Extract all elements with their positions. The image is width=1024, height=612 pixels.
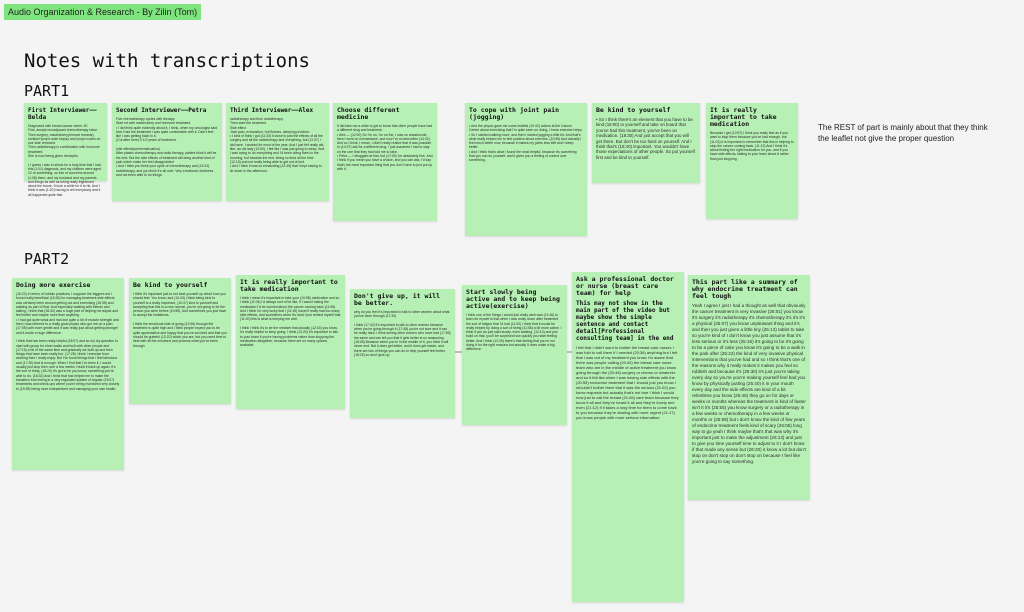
note-body: • And the physio gave me some leaflets (10:42) advice at the Cancer Centre about exercising that I'm quite keen on doing, I know exercise helps. • So I started walking more, and then I started jogging a little bit. And that's what really helped me to feel positive about exercise. (10:55) And actually I feel much better now, because it makes my joints less stiff and I sleep better. • And I think that's what I found the most helpful, because it's something that you can do yourself, and it gives you a feeling of control over something.: [469, 124, 583, 163]
note-title: Second Interviewer——Petra: [116, 107, 207, 114]
note-body: radiotherapy and then radiotherapy. Then start the treatment Side effect Joint pain, exhaustion, hot flushes, sleeping problem. • I kind of think I got (11:33) it close to just the effects of all the surgery and all the radiotherapy and everything, but (11:37) I did have, I worked for most of the year. And I just felt really old, like, an old lady (12:00). I felt like I was just going to sleep. And I was trying to do everything and I'd been doing them in the morning, but towards the end, being so tired all the time (12:15) and not really being able to get out of bed. • And I think it was so exhausting (12:45) that I kept having to lie down in the afternoon.: [230, 117, 325, 173]
sticky-note-first-interviewer[interactable]: [24, 103, 107, 197]
sticky-note-summary-endocrine[interactable]: [688, 275, 810, 500]
sticky-note-choose-different-medicine[interactable]: [333, 103, 437, 221]
part2-heading: PART2: [24, 250, 70, 268]
note-body: I think one of the things I would just really wish was (11:46) to learn for myself is that when I was really down after treatment the sort of fatigue that I'd had (11:52) I think that it would be really helped by doing a sort of being (11:56) a bit more active. I think if you do just start slowly, even walking, (12:10) and just build on that, you'll be surprised how quickly you start feeling better. And I think (12:25) there's that feeling that you're not doing it for the right reasons but actually it does make a big difference.: [466, 313, 563, 352]
note-title: Start slowly being active and to keep being active(exercise): [466, 288, 560, 310]
sticky-note-cope-joint-pain[interactable]: [465, 103, 587, 236]
sticky-note-dont-give-up[interactable]: [350, 289, 455, 418]
note-body: I felt that I didn't want to bother the breast care nurses I was told to call them if I needed (20:36) anything but I felt that I was out of my treatment you know I'm aware that there was people calling (20:44) the breast care nurse team who are in the middle of active treatment you know going through the (20:48) surgery or chemo or whatever and so it felt like when I was having side effects with the (20:55) endocrine treatment that I should just you know I shouldn't bother them that it was the serious (21:02) you know requests but actually that's not true I think I would now just to call the breast (21:06) care team because they know it all and they've heard it all and they're lovely and even (21:12) if it takes a long time for them to come back to you because they're dealing with more urgent (21:17) you know people with more serious information.: [576, 345, 680, 420]
note-title: This part like a summary of why endocrine treatment can feel tough: [692, 278, 798, 300]
note-subtitle: This may not show in the main part of the video but maybe show the simple sentence and contact detail[Professional consulting team] in the end: [576, 300, 674, 342]
note-body: Yeah I agree I just I had a thought as well that obviously the cancer treatment is very invasive (25:01) you know it's surgery it's radiotherapy it's chemotherapy it's it's it's a physical (25:07) you know unpleasant thing and it's and then you just given a little tiny (25:13) tablet to take so you're kind of I don't know you just assume that it's less serious or it's less (25:16) it's going to be it's going to be a piece of cake you know it's going to be a walk in the park after (25:22) the kind of very invasive physical interventions that you've had and so I think that's one of the reasons why it really makes it makes you feel so rubbish and because it's (25:30) it's just you're taking every day so you're you're making yourself feel bad you know by physically putting (25:40) it in your mouth every day and the side effects are kind of a bit relentless you know (25:48) they go on for days or weeks or months whereas the treatment is kind of faster isn't it it's (25:55) you know surgery or a radiotherapy in a few weeks or chemotherapy in a few weeks or months or (25:59) but I don't know the kind of few years of endocrine treatment feels kind of scary (26:05) long way to go yeah I think maybe that's that was why it's important just to make the adjustment (26:13) and just to give you time yourself time to adjust to it I don't know if that made any sense but (26:20) it know a lot but don't stop on don't stop on don't stop on because I feel like you're going to say something.: [692, 303, 808, 464]
note-title: Choose different medicine: [337, 106, 400, 121]
top-bar: [0, 0, 1024, 24]
sticky-note-take-medication-part2[interactable]: [236, 275, 345, 409]
sticky-note-third-interviewer[interactable]: [226, 103, 329, 201]
note-body: Five chemotherapy cycles with therapy. Start ed with mastectomy and hormone treatment. • I did think quite evidently about it, I think, when my oncologist said that I had the treatment I was quite comfortable with it. Didn't feel like I was getting back to it. (Cut after here) 5 1/2 years of treatment. (site effects/premenstruation) After plastic chemotherapy and radio therapy, patient think it will be the end. But the side effects of treatment will bring another kind of pain which make her feel disappointed • And I think you think your cycle of chemotherapy and (13:03) radiotherapy, and you think it's all over. Very emotional, tiredness and not been able to do things.: [116, 117, 218, 177]
file-title-tab[interactable]: Audio Organization & Research - By Zilin (Tom): [4, 4, 201, 20]
note-title: To cope with joint pain (jogging): [469, 106, 560, 121]
note-body: I think I mean it's important to take your (10:58) medication and so I think (11:04) I'd always sort of be like, if I wasn't taking the medication I'd be worried about the cancer coming back (11:08). And I think I'm very lucky that I (11:15) haven't really had too many side effects, and sometimes when it's hard I just remind myself that (11:20) this is what is keeping me well. I think I think it's to be the mindset that actually (12:15) you know, it's really helpful to keep going. I think (12:20) it's important to talk to your team if you're having problems rather than stopping the medication altogether, because there are so many options available.: [240, 296, 341, 348]
note-body: Because I get (10:57) I think you really feel as if you want to stop them because you've had enough, but (11:01) it is important to remember that this is helping to stop the cancer coming back. (11:12) And I think it's about finding the right medication for you, and if you have side effects, talking to your team about it rather than just stopping.: [710, 131, 795, 161]
part1-heading: PART1: [24, 82, 70, 100]
sticky-note-be-kind-part1[interactable]: [592, 103, 700, 183]
sticky-note-take-medication-part1[interactable]: [706, 103, 798, 219]
note-body: • So I think there's an element that you have to be kind (18:00) to yourself and take on board that you've had this treatment, you've been on medication. (18:30) And just accept that you will get there. But don't be too hard on yourself. And I think that's (18:40) important. You wouldn't have those expectations of other people. So put yourself first and be kind to yourself.: [596, 117, 697, 160]
note-title: Be kind to yourself: [133, 281, 208, 289]
note-title: Third Interviewer——Alex: [230, 107, 314, 114]
sticky-note-be-kind-part2[interactable]: [129, 278, 231, 404]
side-annotation-text[interactable]: The REST of part is mainly about that they think the leaflet not give the proper question: [818, 123, 988, 143]
note-title: Ask a professional doctor or nurse (breast care team) for help: [576, 275, 674, 297]
sticky-note-doing-more-exercise[interactable]: [12, 278, 124, 470]
note-body: (16:22) In terms of holistic practices, I suppose the biggest one I found really beneficial (16:30) for managing treatment side effects was certainly been around getting out and exercising (16:35) and walking as part of that. And especially walking with friends and talking, I think that (16:40) was a huge part of helping me adjust and feel better and maybe more than anything. • I had got quite weak and had lost quite a lot of muscle strength and then I was referred to a really good physio who got me on a plan (17:05) with more gentle and it was really just about getting stronger and it made a huge difference. I think that has been really helpful (18:07) and so my dry question to start with group for short walks and built with other people and (17:15) a bit of the same time and gradually we built up and then things that have been really fun. (17:25) I think I exercise from working then I really enjoy. But I've found things that I find laborious and (17:30) that is enough. When I find that I've been it, I would usually just stop then over a few weeks I build it back up again. It's the sort of thing, (18:20) it's got to be you know, something you're able to do. (18:32) And I think that has helped me to make the transition from being in a very regulated system of regular (19:07) treatments and check-ups where you're being monitored very closely to (19:35) being more independent and managing your own health.: [16, 292, 120, 391]
note-body: I think it's important just to not beat yourself up about how you should feel. You know, and (10:43) I think being kind to yourself is a really important, (10:47) kind to yourself and accepting that this is a new normal, you're not going to be the person you were before (10:55). And sometimes you just have to accept the limitations. I think the emotional side of going (12:06) through the treatment is quite high and I think people expect you to be quite appreciative and happy that you've survived and that you should be grateful (12:22) which you are, but you need time to deal with all the emotions and process what you've been through.: [133, 292, 227, 348]
sticky-note-second-interviewer[interactable]: [112, 103, 222, 201]
note-title: Don't give up, it will be better.: [354, 292, 441, 307]
sticky-note-ask-professional[interactable]: [572, 272, 684, 602]
note-title: Be kind to yourself: [596, 106, 671, 114]
note-title: It is really important to take medication: [240, 278, 338, 293]
note-title: It is really important to take medication: [710, 106, 777, 128]
note-body: It did take me a while to get to know that other people have had a different drug and treatment. • Alex — (12:00) So I'm on, I'm on the, I was on anastrozole, then I went on exemestane, and now I'm on tamoxifen (14:32). And so I think, I mean, I didn't really realize that it was possible to (14:37) ask for a different drug. I just assumed I had to stay on the one that they had told me to take. • Petra — I struggled at first, but (17:00) I'm absolutely fine. And I think if you mean you have a choice, and you can ask, I'd say that's the most important thing that you don't have to just put up with it.: [337, 124, 433, 171]
note-body: why do you feel it's important to talk to other women about what you've been through (17:30) I think (17:42) it's important to talk to other women because when you're going through it (17:48) you're not sure and it can be really hard. I think seeing other women who have had (17:55) the same and can tell you that it gets better is so reassuring. (18:08) Because when you're in the middle of it, you think it will never end. But it does get better, and it does get easier, and there are lots of things you can do to help yourself feel better, (18:25) so don't give up.: [354, 310, 451, 357]
note-body: Diagnosed with breast cancer when: 40 First, accept neoadjuvant chemotherapy twice. Then surgery, mastectomy(remove breasts), sentinel lymph node biopsy and lymph nodes on one side removed. Then radiotherapy in combination with hormone treatment. She is now being given herceptin. • I guess I was in shock for a long time that I had this (1:01) diagnosis, and my children were aged 12 or something, so lots of concerns around (1:08) them, and my husband and my parents and things as well as being really frightened about the future. It took a while for it to hit. And I think it was (1:20) having to tell everybody and it all happened quite fast.: [28, 124, 101, 197]
sticky-note-start-slowly-active[interactable]: [462, 285, 567, 425]
page-title: Notes with transcriptions: [24, 50, 310, 72]
note-title: Doing more exercise: [16, 281, 91, 289]
note-title: First Interviewer——Belda: [28, 107, 97, 121]
